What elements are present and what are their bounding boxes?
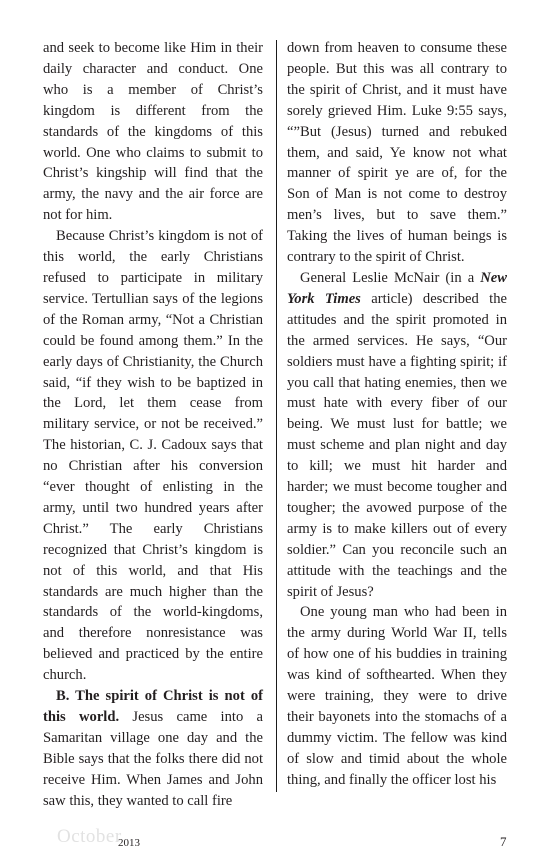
publication-title: New York Times <box>287 269 507 307</box>
paragraph-text: Jesus came into a Samaritan village one day and the Bible says that the folks there did not receive Him. When James and John saw this, they wanted to call fire <box>43 709 263 809</box>
footer-year: 2013 <box>118 837 140 849</box>
right-column <box>287 38 507 791</box>
section-heading: B. The spirit of Christ is not of this world. <box>43 688 263 725</box>
column-divider <box>276 40 277 792</box>
left-column <box>43 38 263 812</box>
footer-month: October <box>57 826 122 847</box>
paragraph: down from heaven to consume these people. But this was all contrary to the spirit of Christ, and it must have sorely grieved Him. Luke 9:55 says, “”But (Jesus) turned and rebuked them, and said, Ye know not what manner of spirit ye are of, for the Son of Man is not come to destroy men’s lives, but to save them.” Taking the lives of human beings is contrary to the spirit of Christ. <box>287 40 507 266</box>
paragraph-text: article) described the attitudes and the spirit promoted in the armed services. He says, “Our soldiers must have a fighting spirit; if you call that hating enemies, then we must hate with every fiber of our being. We must lust for battle; we must scheme and plan night and day to kill; we must hit harder and harder; we must become tougher and tougher; the avowed purpose of the army is to make killers out of every soldier.” Can you reconcile such an attitude with the teachings and the spirit of Jesus? <box>287 290 508 600</box>
paragraph-text: General Leslie McNair (in a <box>300 269 481 286</box>
paragraph <box>287 268 507 603</box>
paragraph: One young man who had been in the army during World War II, tells of how one of his buddies in training was kind of softhearted. When they were training, they were to drive their bayonets into the stomachs of a dummy victim. The fellow was kind of slow and timid about the whole thing, and finally the officer lost his <box>287 604 507 788</box>
paragraph <box>43 686 263 811</box>
paragraph: Because Christ’s kingdom is not of this world, the early Christians refused to participate in military service. Tertullian says of the legions of the Roman army, “Not a Christian could be found among them.” In the early days of Christianity, the Church said, “if they wish to be baptized in the Lord, let them cease from military service, or not be received.” The historian, C. J. Cadoux says that no Christian after his conversion “ever thought of enlisting in the army, until two hundred years after Christ.” The early Christians recognized that Christ’s kingdom is not of this world, and that His standards are much higher than the standards of the world-kingdoms, and therefore nonresistance was believed and practiced by the entire church. <box>43 228 263 684</box>
page-number: 7 <box>500 834 507 849</box>
paragraph: and seek to become like Him in their daily character and conduct. One who is a member of Christ’s kingdom is different from the standards of the kingdoms of this world. One who claims to submit to Christ’s kingship will find that the army, the navy and the air force are not for him. <box>43 40 263 224</box>
